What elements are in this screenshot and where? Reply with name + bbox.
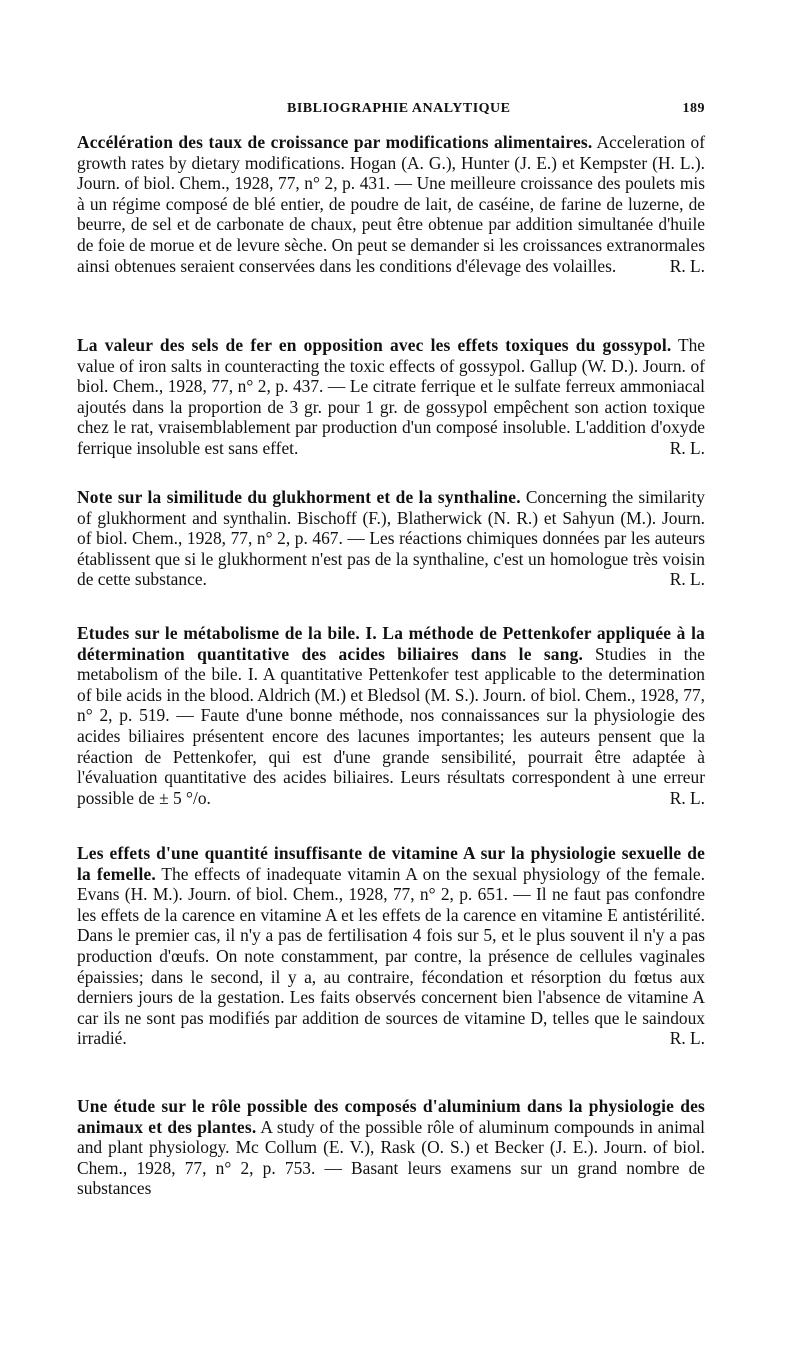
abstract-entry [77, 1096, 705, 1199]
entry-body: Concerning the similarity of glukhorment and synthalin. Bischoff (F.), Blatherwick (N. R.) et Sahyun (M.). Journ. of biol. Chem., 1928, 77, n° 2, p. 467. — Les réactions chimiques données par les auteurs établissent que si le glukhorment n'est pas de la synthaline, c'est un homologue très voisin de cette substance. [77, 487, 705, 590]
entry-body: The effects of inadequate vitamin A on the sexual physiology of the female. Evans (H. M.). Journ. of biol. Chem., 1928, 77, n° 2, p. 651. — Il ne faut pas confondre les effets de la carence en vitamine A et les effets de la carence en vitamine E antistérilité. Dans le premier cas, il n'y a pas de fertilisation 4 fois sur 5, et le plus souvent il n'y a pas production d'œufs. On note constamment, par contre, la présence de cellules vaginales épaissies; dans le second, il y a, au contraire, fécondation et résorption du fœtus aux derniers jours de la gestation. Les faits observés concernent bien l'absence de vitamine A car ils ne sont pas modifiés par addition de sources de vitamine D, telles que le saindoux irradié. [77, 863, 705, 1049]
entry-signature: R. L. [669, 787, 705, 808]
entry-title: Une étude sur le rôle possible des composés d'aluminium dans la physiologie des animaux et des plantes. [77, 1096, 705, 1137]
running-header [77, 101, 705, 121]
entry-signature: R. L. [669, 437, 705, 458]
entry-title: Accélération des taux de croissance par modifications alimentaires. [77, 132, 593, 152]
abstract-entry [77, 335, 705, 459]
entry-signature: R. L. [669, 569, 705, 590]
header-title: BIBLIOGRAPHIE ANALYTIQUE [287, 101, 511, 116]
entry-title: Note sur la similitude du glukhorment et de la synthaline. [77, 487, 521, 507]
entry-body: Acceleration of growth rates by dietary modifications. Hogan (A. G.), Hunter (J. E.) et Kempster (H. L.). Journ. of biol. Chem., 1928, 77, n° 2, p. 431. — Une meilleure croissance des poulets mis à un régime composé de blé entier, de poudre de lait, de caséine, de farine de luzerne, de beurre, de sel et de carbonate de chaux, peut être obtenue par addition simultanée d'huile de foie de morue et de levure sèche. On peut se demander si les croissances extranormales ainsi obtenues seraient conservées dans les conditions d'élevage des volailles. [77, 132, 705, 276]
entry-title: Les effets d'une quantité insuffisante de vitamine A sur la physiologie sexuelle de la femelle. [77, 843, 705, 884]
entry-body: The value of iron salts in counteracting the toxic effects of gossypol. Gallup (W. D.). Journ. of biol. Chem., 1928, 77, n° 2, p. 437. — Le citrate ferrique et le sulfate ferreux ammoniacal ajoutés dans la proportion de 3 gr. pour 1 gr. de gossypol empêchent son action toxique chez le rat, vraisemblablement par production d'un composé insoluble. L'addition d'oxyde ferrique insoluble est sans effet. [77, 335, 705, 458]
page-number: 189 [682, 101, 705, 116]
entry-body: A study of the possible rôle of aluminum compounds in animal and plant physiology. Mc Collum (E. V.), Rask (O. S.) et Becker (J. E.). Journ. of biol. Chem., 1928, 77, n° 2, p. 753. — Basant leurs examens sur un grand nombre de substances [77, 1116, 706, 1199]
entry-body: Studies in the metabolism of the bile. I. A quantitative Pettenkofer test applicable to the determination of bile acids in the blood. Aldrich (M.) et Bledsol (M. S.). Journ. of biol. Chem., 1928, 77, n° 2, p. 519. — Faute d'une bonne méthode, nos connaissances sur la physiologie des acides biliaires présentent encore des lacunes importantes; les auteurs pensent que la réaction de Pettenkofer, qui est d'une grande sensibilité, pourrait être adaptée à l'évaluation quantitative des acides biliaires. Leurs résultats correspondent à une erreur possible de ± 5 °/o. [77, 643, 705, 808]
abstract-entry [77, 132, 705, 276]
entry-title: Etudes sur le métabolisme de la bile. I. La méthode de Pettenkofer appliquée à la détermination quantitative des acides biliaires dans le sang. [77, 623, 705, 664]
entry-title: La valeur des sels de fer en opposition avec les effets toxiques du gossypol. [77, 335, 672, 355]
abstract-entry [77, 843, 705, 1049]
entry-signature: R. L. [669, 255, 705, 276]
entry-signature: R. L. [669, 1028, 705, 1049]
abstract-entry [77, 487, 705, 590]
abstract-entry [77, 623, 705, 808]
